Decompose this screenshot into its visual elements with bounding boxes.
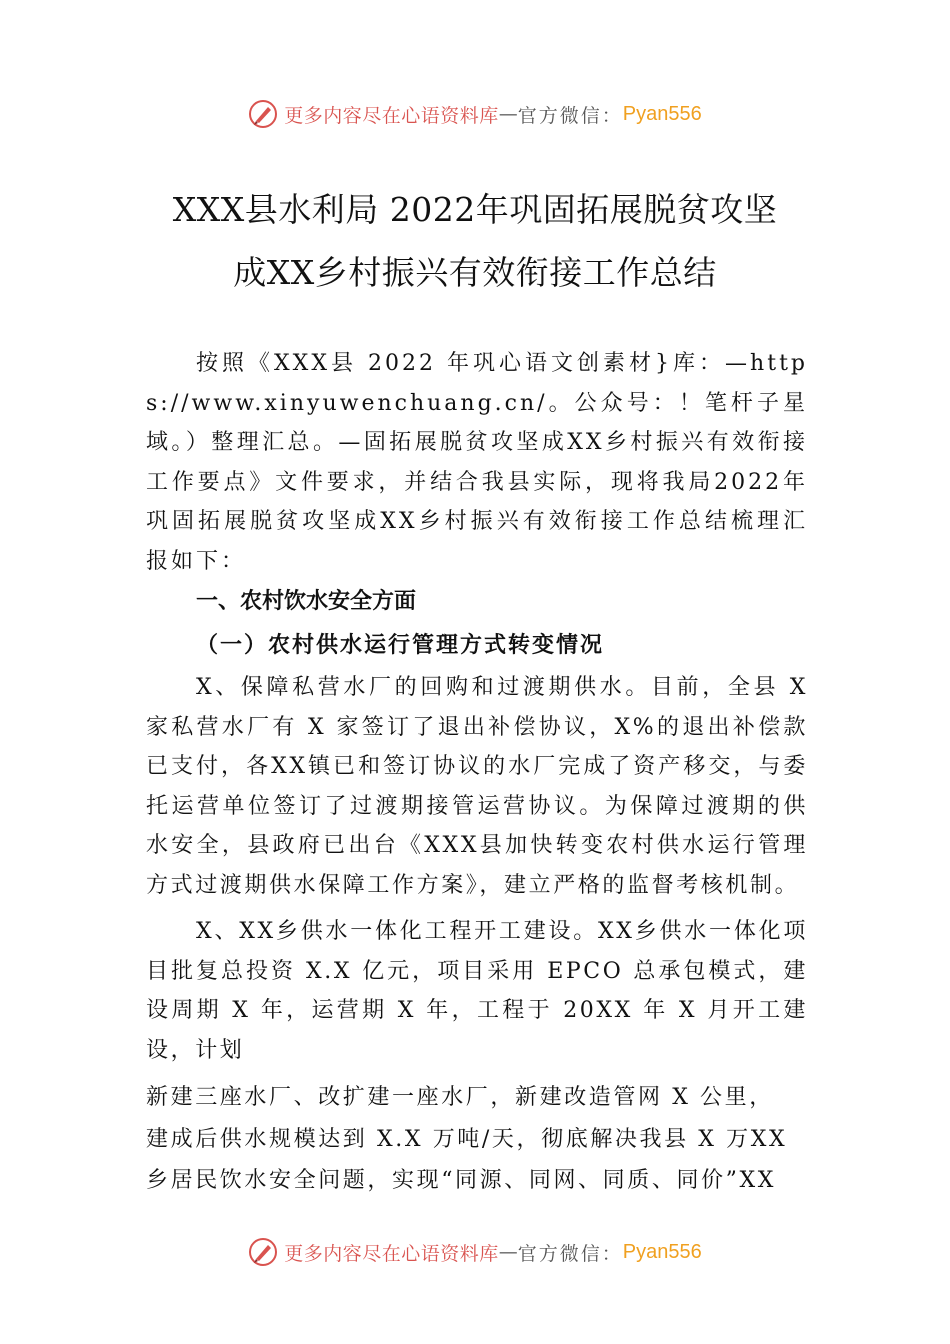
body-paragraph-item-1: X、保障私营水厂的回购和过渡期供水。目前，全县 X 家私营水厂有 X 家签订了退出补偿协议，X%的退出补偿款已支付，各XX镇已和签订协议的水厂完成了资产移交，与委托运营单位签订了过渡期接管运营协议。为保障过渡期的供水安全，县政府已出台《XXX县加快转变农村供水运行管理方式过渡期供水保障工作方案》，建立严格的监督考核机制。 bbox=[146, 675, 808, 898]
banner-brand: 更多内容尽在心语资料库 bbox=[284, 1242, 499, 1265]
banner-separator: — bbox=[498, 1241, 518, 1263]
body-line: 建成后供水规模达到 X.X 万吨/天，彻底解决我县 X 万XX bbox=[146, 1127, 788, 1152]
body-paragraph-item-2: X、XX乡供水一体化工程开工建设。XX乡供水一体化项目批复总投资 X.X 亿元，项目采用 EPCO 总承包模式，建设周期 X 年，运营期 X 年，工程于 20XX 年 X 月开工建设，计划 bbox=[146, 919, 808, 1063]
quill-pen-logo-icon bbox=[248, 99, 278, 129]
banner-wechat-id: Pyan556 bbox=[622, 102, 702, 125]
body-line: 乡居民饮水安全问题，实现“同源、同网、同质、同价”XX bbox=[146, 1168, 777, 1193]
subsection-heading-1: （一）农村供水运行管理方式转变情况 bbox=[196, 632, 605, 658]
banner-separator: — bbox=[498, 103, 518, 125]
document-title-line-2: 成XX乡村振兴有效衔接工作总结 bbox=[233, 253, 717, 292]
header-banner bbox=[0, 96, 950, 132]
banner-wechat-label: 官方微信： bbox=[517, 1242, 623, 1265]
banner-wechat-id: Pyan556 bbox=[622, 1240, 702, 1263]
document-title-line-1: XXX县水利局 2022年巩固拓展脱贫攻坚 bbox=[172, 190, 778, 229]
banner-wechat-label: 官方微信： bbox=[517, 104, 623, 127]
quill-pen-logo-icon bbox=[248, 1237, 278, 1267]
body-line: 新建三座水厂、改扩建一座水厂，新建改造管网 X 公里， bbox=[146, 1085, 774, 1110]
banner-brand: 更多内容尽在心语资料库 bbox=[284, 104, 499, 127]
footer-banner bbox=[0, 1234, 950, 1270]
section-heading-1: 一、农村饮水安全方面 bbox=[196, 589, 417, 614]
intro-paragraph: 按照《XXX县 2022 年巩心语文创素材}库：—https://www.xinyuwenchuang.cn/。公众号：！笔杆子星域。）整理汇总。—固拓展脱贫攻坚成XX乡村振兴有效衔接工作要点》文件要求，并结合我县实际，现将我局2022年巩固拓展脱贫攻坚成XX乡村振兴有效衔接工作总结梳理汇报如下： bbox=[146, 351, 808, 574]
